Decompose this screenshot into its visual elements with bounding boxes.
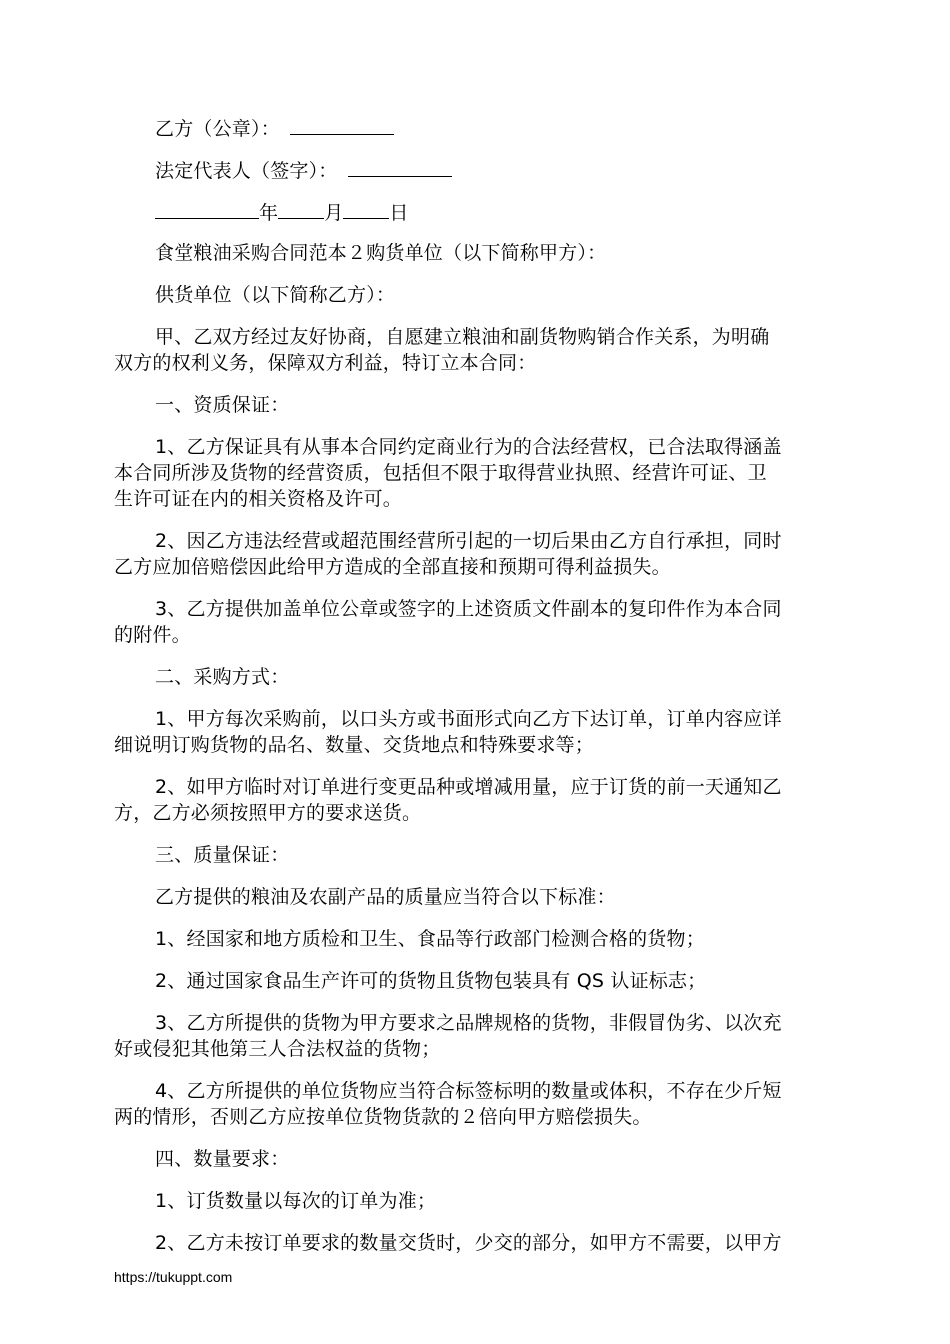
paragraph-line: 细说明订购货物的品名、数量、交货地点和特殊要求等； bbox=[114, 734, 595, 756]
signature-party-b bbox=[155, 114, 394, 142]
signature-blank bbox=[348, 156, 452, 177]
paragraph-line: 乙方提供的粮油及农副产品的质量应当符合以下标准： bbox=[155, 886, 616, 908]
year-blank bbox=[155, 198, 259, 219]
section-heading: 一、资质保证： bbox=[155, 394, 290, 416]
signature-representative bbox=[155, 156, 452, 184]
paragraph-line: 方，乙方必须按照甲方的要求送货。 bbox=[114, 802, 422, 824]
paragraph-line: 2、通过国家食品生产许可的货物且货物包装具有 QS 认证标志； bbox=[155, 970, 707, 992]
paragraph-line: 2、如甲方临时对订单进行变更品种或增减用量，应于订货的前一天通知乙 bbox=[155, 776, 782, 798]
month-label: 月 bbox=[324, 202, 344, 224]
paragraph-line: 双方的权利义务，保障双方利益，特订立本合同： bbox=[114, 352, 537, 374]
section-heading: 四、数量要求： bbox=[155, 1148, 290, 1170]
paragraph-line: 4、乙方所提供的单位货物应当符合标签标明的数量或体积，不存在少斤短 bbox=[155, 1080, 782, 1102]
paragraph-line: 乙方应加倍赔偿因此给甲方造成的全部直接和预期可得利益损失。 bbox=[114, 556, 671, 578]
paragraph-line: 1、订货数量以每次的订单为准； bbox=[155, 1190, 437, 1212]
paragraph-line: 2、因乙方违法经营或超范围经营所引起的一切后果由乙方自行承担，同时 bbox=[155, 530, 782, 552]
paragraph-line: 生许可证在内的相关资格及许可。 bbox=[114, 488, 403, 510]
paragraph-line: 3、乙方提供加盖单位公章或签字的上述资质文件副本的复印件作为本合同 bbox=[155, 598, 782, 620]
footer-url[interactable]: https://tukuppt.com bbox=[114, 1269, 233, 1285]
year-label: 年 bbox=[259, 202, 279, 224]
signature-date bbox=[155, 198, 409, 226]
signature-party-b-label: 乙方（公章）： bbox=[155, 118, 280, 140]
day-blank bbox=[343, 198, 389, 219]
paragraph-line: 两的情形，否则乙方应按单位货物货款的２倍向甲方赔偿损失。 bbox=[114, 1106, 652, 1128]
section-heading: 三、质量保证： bbox=[155, 844, 290, 866]
paragraph-line: 2、乙方未按订单要求的数量交货时，少交的部分，如甲方不需要，以甲方 bbox=[155, 1232, 782, 1254]
paragraph-line: 3、乙方所提供的货物为甲方要求之品牌规格的货物，非假冒伪劣、以次充 bbox=[155, 1012, 782, 1034]
paragraph-line: 本合同所涉及货物的经营资质，包括但不限于取得营业执照、经营许可证、卫 bbox=[114, 462, 767, 484]
supplier-line: 供货单位（以下简称乙方）： bbox=[155, 284, 396, 306]
paragraph-line: 1、经国家和地方质检和卫生、食品等行政部门检测合格的货物； bbox=[155, 928, 705, 950]
signature-representative-label: 法定代表人（签字）： bbox=[155, 160, 338, 182]
contract-title-line: 食堂粮油采购合同范本２购货单位（以下简称甲方）： bbox=[155, 242, 607, 264]
section-heading: 二、采购方式： bbox=[155, 666, 290, 688]
paragraph-line: 的附件。 bbox=[114, 624, 191, 646]
month-blank bbox=[278, 198, 324, 219]
day-label: 日 bbox=[389, 202, 409, 224]
signature-blank bbox=[290, 114, 394, 135]
paragraph-line: 1、乙方保证具有从事本合同约定商业行为的合法经营权，已合法取得涵盖 bbox=[155, 436, 782, 458]
paragraph-line: 1、甲方每次采购前，以口头方或书面形式向乙方下达订单，订单内容应详 bbox=[155, 708, 782, 730]
paragraph-line: 好或侵犯其他第三人合法权益的货物； bbox=[114, 1038, 441, 1060]
paragraph-line: 甲、乙双方经过友好协商，自愿建立粮油和副货物购销合作关系，为明确 bbox=[155, 326, 770, 348]
